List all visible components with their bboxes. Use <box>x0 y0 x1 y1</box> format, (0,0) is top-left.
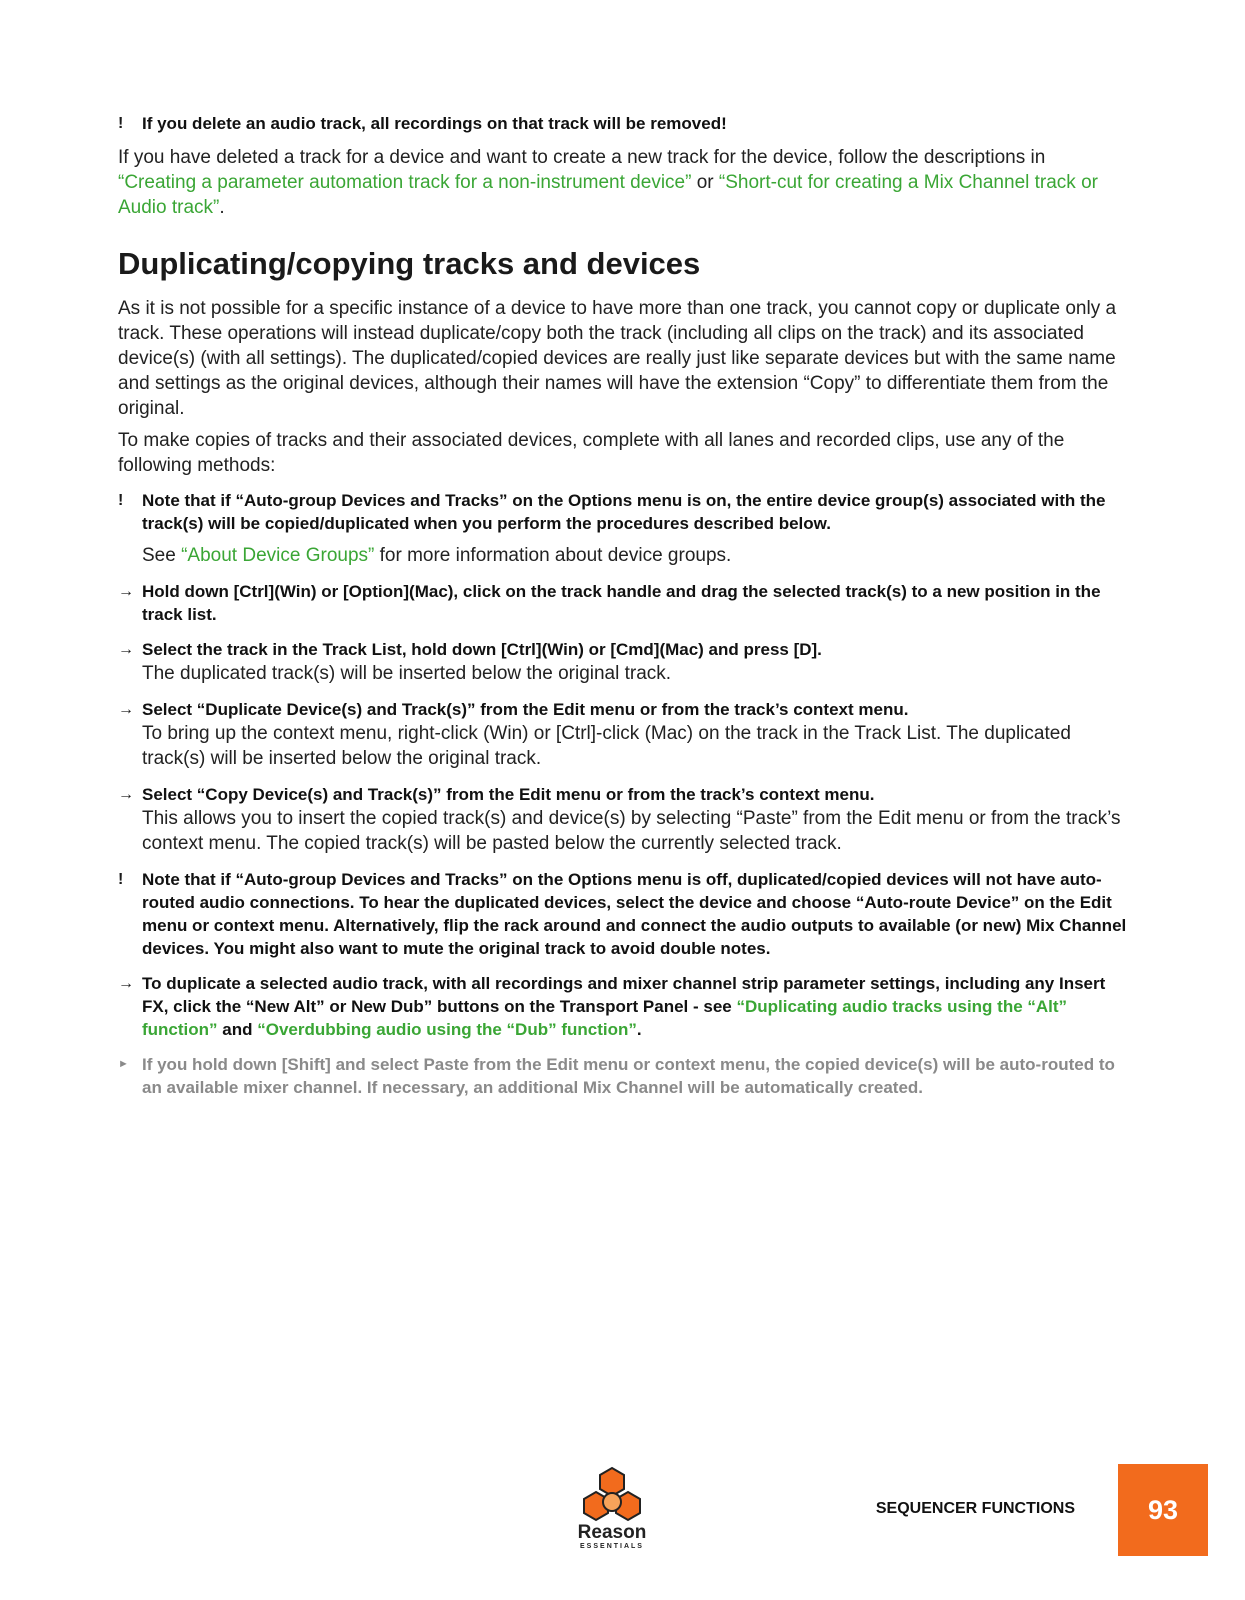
paragraph-methods-intro: To make copies of tracks and their associated devices, complete with all lanes and recorded clips, use any of the following methods: <box>118 430 1065 476</box>
page-number: 93 <box>1118 1464 1208 1556</box>
text: or <box>691 172 719 193</box>
link-duplicating-audio-alt[interactable]: “Duplicating audio tracks using the “Alt” function” <box>142 997 1068 1039</box>
arrow-icon: → <box>118 641 134 658</box>
text: See <box>142 545 182 566</box>
arrow-icon: → <box>118 583 134 600</box>
step-text: Select the track in the Track List, hold down [Ctrl](Win) or [Cmd](Mac) and press [D]. <box>142 640 822 659</box>
see-also <box>142 543 1128 568</box>
note-icon: ! <box>118 492 124 509</box>
step-duplicate-audio <box>118 972 1128 1041</box>
text: If you have deleted a track for a device and want to create a new track for the device, follow the descriptions in <box>118 147 1046 168</box>
step-text: Select “Copy Device(s) and Track(s)” from the Edit menu or from the track’s context menu. <box>142 785 875 804</box>
arrow-icon: → <box>118 786 134 803</box>
link-overdubbing-audio-dub[interactable]: “Overdubbing audio using the “Dub” function” <box>257 1020 637 1039</box>
note-icon: ! <box>118 871 124 888</box>
warning-delete-audio <box>118 112 1128 135</box>
step-keyboard-duplicate <box>118 638 1128 686</box>
page-content <box>118 112 1128 1108</box>
paragraph-duplicate-explanation: As it is not possible for a specific instance of a device to have more than one track, you cannot copy or duplicate only a track. These operations will instead duplicate/copy both the track (including all clips on the track) and its associated device(s) (with all settings). The duplicated/copied devices are really just like separate devices but with the same name and settings as the original devices, although their names will have the extension “Copy” to differentiate them from the original. <box>118 298 1117 419</box>
note-text: Note that if “Auto-group Devices and Tracks” on the Options menu is off, duplicated/copied devices will not have auto-routed audio connections. To hear the duplicated devices, select the device and choose “Auto-route Device” on the Edit menu or context menu. Alternatively, flip the rack around and connect the audio outputs to available (or new) Mix Channel devices. You might also want to mute the original track to avoid double notes. <box>142 870 1127 958</box>
link-shortcut-mix-channel[interactable]: “Short-cut for creating a Mix Channel track or Audio track” <box>118 172 1098 218</box>
step-description: To bring up the context menu, right-click (Win) or [Ctrl]-click (Mac) on the track in the Track List. The duplicated track(s) will be inserted below the original track. <box>142 723 1071 769</box>
text: and <box>217 1020 258 1039</box>
text: for more information about device groups. <box>374 545 732 566</box>
link-about-device-groups[interactable]: “About Device Groups” <box>181 545 375 566</box>
step-drag-track <box>118 580 1128 626</box>
step-description: The duplicated track(s) will be inserted below the original track. <box>142 663 672 684</box>
note-text: Note that if “Auto-group Devices and Tracks” on the Options menu is on, the entire device group(s) associated with the track(s) will be copied/duplicated when you perform the procedures described below. <box>142 491 1106 533</box>
arrow-icon: → <box>118 975 134 992</box>
step-text <box>142 972 1128 1041</box>
tip-shift-paste <box>118 1053 1128 1099</box>
step-text: Select “Duplicate Device(s) and Track(s)” from the Edit menu or from the track’s context menu. <box>142 700 909 719</box>
step-copy-menu <box>118 783 1128 856</box>
text: . <box>636 1020 642 1039</box>
arrow-icon: → <box>118 701 134 718</box>
text: To duplicate a selected audio track, with all recordings and mixer channel strip parameter settings, including any Insert FX, click the “New Alt” or New Dub” buttons on the Transport Panel - see <box>142 974 1106 1016</box>
note-autogroup-on <box>118 489 1128 568</box>
step-description: This allows you to insert the copied track(s) and device(s) by selecting “Paste” from the Edit menu or from the track’s context menu. The copied track(s) will be pasted below the currently selected track. <box>142 808 1121 854</box>
step-duplicate-menu <box>118 698 1128 771</box>
step-text: Hold down [Ctrl](Win) or [Option](Mac), click on the track handle and drag the selected track(s) to a new position in the track list. <box>142 582 1101 624</box>
footer-section-name: SEQUENCER FUNCTIONS <box>875 1500 1075 1517</box>
logo-name: Reason <box>577 1522 647 1543</box>
warning-icon: ! <box>118 115 124 132</box>
tip-text: If you hold down [Shift] and select Paste from the Edit menu or context menu, the copied device(s) will be auto-routed to an available mixer channel. If necessary, an additional Mix Channel will be automatically created. <box>142 1055 1115 1097</box>
warning-text: If you delete an audio track, all recordings on that track will be removed! <box>142 114 727 133</box>
intro-paragraph <box>118 145 1128 220</box>
note-autogroup-off <box>118 868 1128 960</box>
text: . <box>219 197 225 218</box>
logo-subtitle: ESSENTIALS <box>580 1543 644 1550</box>
section-heading: Duplicating/copying tracks and devices <box>118 246 701 281</box>
link-creating-automation-track[interactable]: “Creating a parameter automation track for a non-instrument device” <box>118 172 692 193</box>
tip-icon: ► <box>118 1058 129 1070</box>
